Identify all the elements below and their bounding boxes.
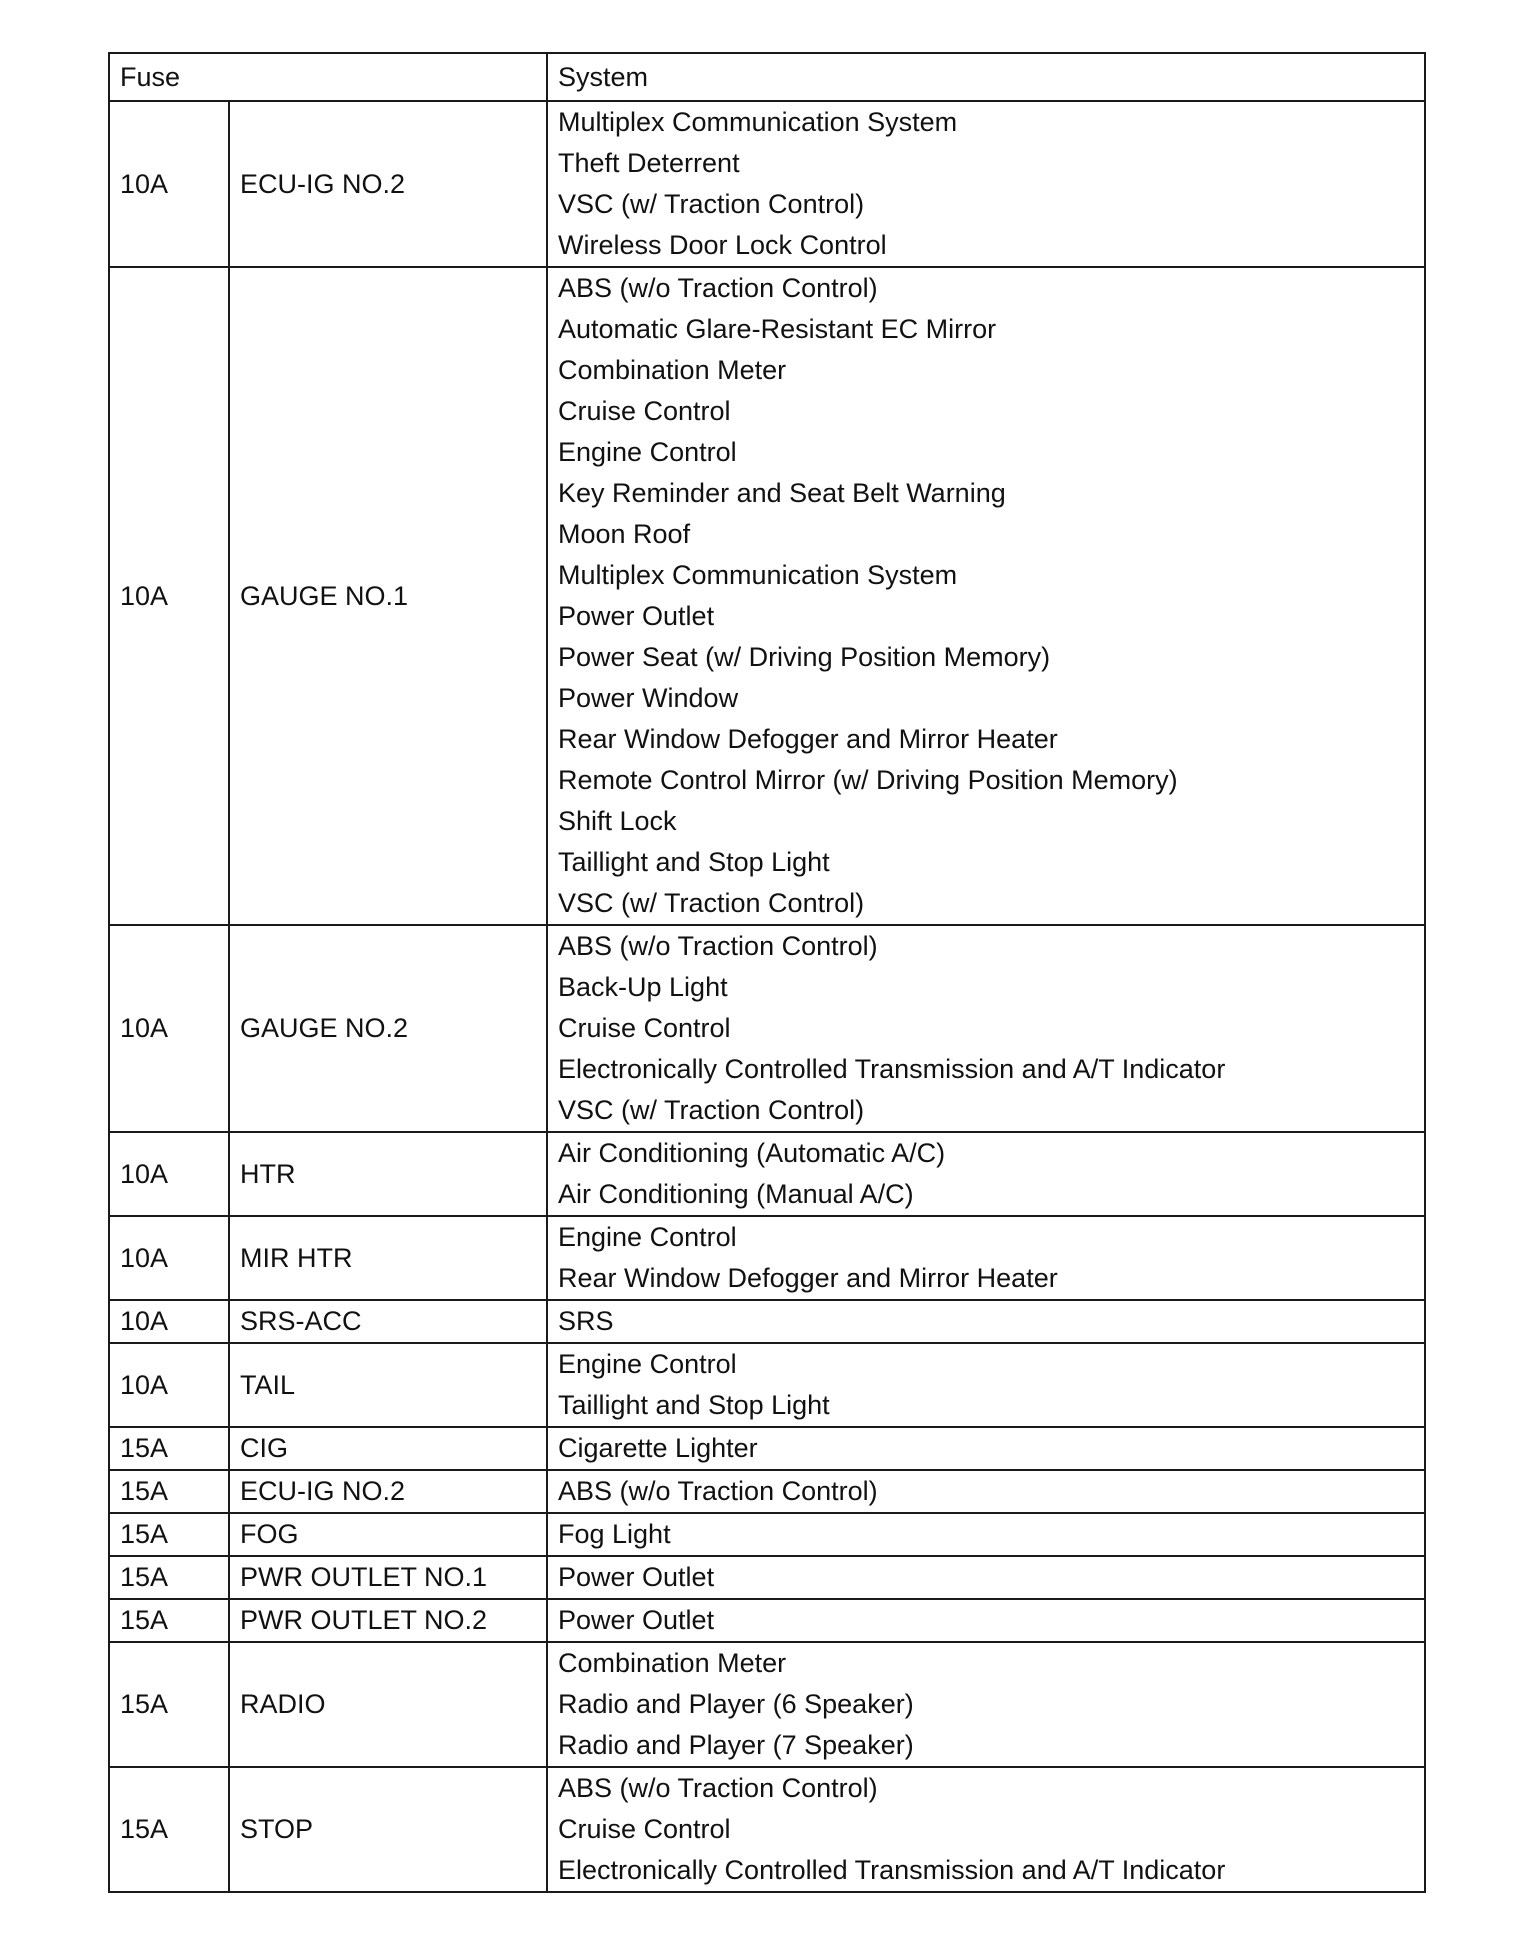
fuse-amperage: 10A	[109, 267, 229, 925]
fuse-name: PWR OUTLET NO.2	[229, 1599, 547, 1642]
system-item: VSC (w/ Traction Control)	[558, 888, 865, 918]
table-row	[109, 1767, 1425, 1892]
system-item: VSC (w/ Traction Control)	[558, 189, 865, 219]
table-header-row	[109, 53, 1425, 101]
system-item: ABS (w/o Traction Control)	[558, 1476, 878, 1506]
table-row	[109, 1513, 1425, 1556]
system-item: Radio and Player (6 Speaker)	[558, 1689, 914, 1719]
system-item: Power Outlet	[558, 1562, 715, 1592]
table-row	[109, 1599, 1425, 1642]
system-column-header: System	[547, 53, 1425, 101]
system-item: Multiplex Communication System	[558, 107, 958, 137]
system-list	[547, 1470, 1425, 1513]
system-item: Automatic Glare-Resistant EC Mirror	[558, 314, 997, 344]
system-item: Engine Control	[558, 1222, 737, 1252]
system-item: SRS	[558, 1306, 614, 1336]
system-item: Shift Lock	[558, 806, 677, 836]
system-item: Cruise Control	[558, 396, 731, 426]
fuse-table	[108, 52, 1426, 1893]
fuse-table-body	[109, 101, 1425, 1892]
system-list	[547, 1513, 1425, 1556]
system-item: Air Conditioning (Manual A/C)	[558, 1179, 914, 1209]
fuse-name: MIR HTR	[229, 1216, 547, 1300]
system-item: Rear Window Defogger and Mirror Heater	[558, 1263, 1058, 1293]
system-item: ABS (w/o Traction Control)	[558, 931, 878, 961]
system-item: Cruise Control	[558, 1814, 731, 1844]
system-item: Power Window	[558, 683, 739, 713]
table-row	[109, 925, 1425, 1132]
fuse-amperage: 15A	[109, 1427, 229, 1470]
system-item: Wireless Door Lock Control	[558, 230, 887, 260]
system-item: ABS (w/o Traction Control)	[558, 273, 878, 303]
system-item: Electronically Controlled Transmission and A/T Indicator	[558, 1855, 1226, 1885]
fuse-amperage: 15A	[109, 1767, 229, 1892]
table-row	[109, 1300, 1425, 1343]
system-list	[547, 1216, 1425, 1300]
system-item: Combination Meter	[558, 1648, 787, 1678]
system-item: Taillight and Stop Light	[558, 1390, 830, 1420]
system-list	[547, 267, 1425, 925]
fuse-amperage: 10A	[109, 101, 229, 267]
fuse-amperage: 15A	[109, 1642, 229, 1767]
system-item: VSC (w/ Traction Control)	[558, 1095, 865, 1125]
fuse-name: FOG	[229, 1513, 547, 1556]
system-item: Radio and Player (7 Speaker)	[558, 1730, 914, 1760]
fuse-amperage: 15A	[109, 1470, 229, 1513]
system-item: Power Outlet	[558, 1605, 715, 1635]
fuse-table-sheet	[108, 52, 1426, 1893]
fuse-name: TAIL	[229, 1343, 547, 1427]
system-list	[547, 1343, 1425, 1427]
system-item: Fog Light	[558, 1519, 671, 1549]
table-row	[109, 1556, 1425, 1599]
fuse-name: SRS-ACC	[229, 1300, 547, 1343]
fuse-name: CIG	[229, 1427, 547, 1470]
system-list	[547, 1427, 1425, 1470]
system-item: Electronically Controlled Transmission and A/T Indicator	[558, 1054, 1226, 1084]
table-row	[109, 1470, 1425, 1513]
fuse-name: HTR	[229, 1132, 547, 1216]
system-item: Theft Deterrent	[558, 148, 740, 178]
fuse-amperage: 15A	[109, 1599, 229, 1642]
table-row	[109, 1343, 1425, 1427]
system-list	[547, 1599, 1425, 1642]
fuse-name: ECU-IG NO.2	[229, 101, 547, 267]
system-item: ABS (w/o Traction Control)	[558, 1773, 878, 1803]
table-row	[109, 1642, 1425, 1767]
fuse-amperage: 10A	[109, 925, 229, 1132]
fuse-name: STOP	[229, 1767, 547, 1892]
fuse-name: RADIO	[229, 1642, 547, 1767]
system-item: Multiplex Communication System	[558, 560, 958, 590]
fuse-name: ECU-IG NO.2	[229, 1470, 547, 1513]
system-list	[547, 1642, 1425, 1767]
table-row	[109, 1427, 1425, 1470]
fuse-amperage: 10A	[109, 1132, 229, 1216]
table-row	[109, 101, 1425, 267]
system-list	[547, 1132, 1425, 1216]
system-list	[547, 101, 1425, 267]
table-row	[109, 1132, 1425, 1216]
fuse-column-header: Fuse	[109, 53, 547, 101]
fuse-amperage: 10A	[109, 1343, 229, 1427]
system-list	[547, 1556, 1425, 1599]
system-list	[547, 1767, 1425, 1892]
system-item: Cruise Control	[558, 1013, 731, 1043]
system-item: Power Seat (w/ Driving Position Memory)	[558, 642, 1051, 672]
fuse-name: PWR OUTLET NO.1	[229, 1556, 547, 1599]
fuse-amperage: 15A	[109, 1556, 229, 1599]
system-item: Moon Roof	[558, 519, 691, 549]
system-item: Back-Up Light	[558, 972, 728, 1002]
system-item: Key Reminder and Seat Belt Warning	[558, 478, 1006, 508]
system-item: Combination Meter	[558, 355, 787, 385]
fuse-amperage: 10A	[109, 1216, 229, 1300]
system-item: Air Conditioning (Automatic A/C)	[558, 1138, 946, 1168]
fuse-name: GAUGE NO.2	[229, 925, 547, 1132]
system-item: Engine Control	[558, 1349, 737, 1379]
system-item: Engine Control	[558, 437, 737, 467]
system-item: Cigarette Lighter	[558, 1433, 758, 1463]
table-row	[109, 1216, 1425, 1300]
system-item: Remote Control Mirror (w/ Driving Position Memory)	[558, 765, 1178, 795]
system-item: Taillight and Stop Light	[558, 847, 830, 877]
fuse-amperage: 15A	[109, 1513, 229, 1556]
fuse-amperage: 10A	[109, 1300, 229, 1343]
system-item: Rear Window Defogger and Mirror Heater	[558, 724, 1058, 754]
system-item: Power Outlet	[558, 601, 715, 631]
system-list	[547, 1300, 1425, 1343]
table-row	[109, 267, 1425, 925]
system-list	[547, 925, 1425, 1132]
fuse-name: GAUGE NO.1	[229, 267, 547, 925]
